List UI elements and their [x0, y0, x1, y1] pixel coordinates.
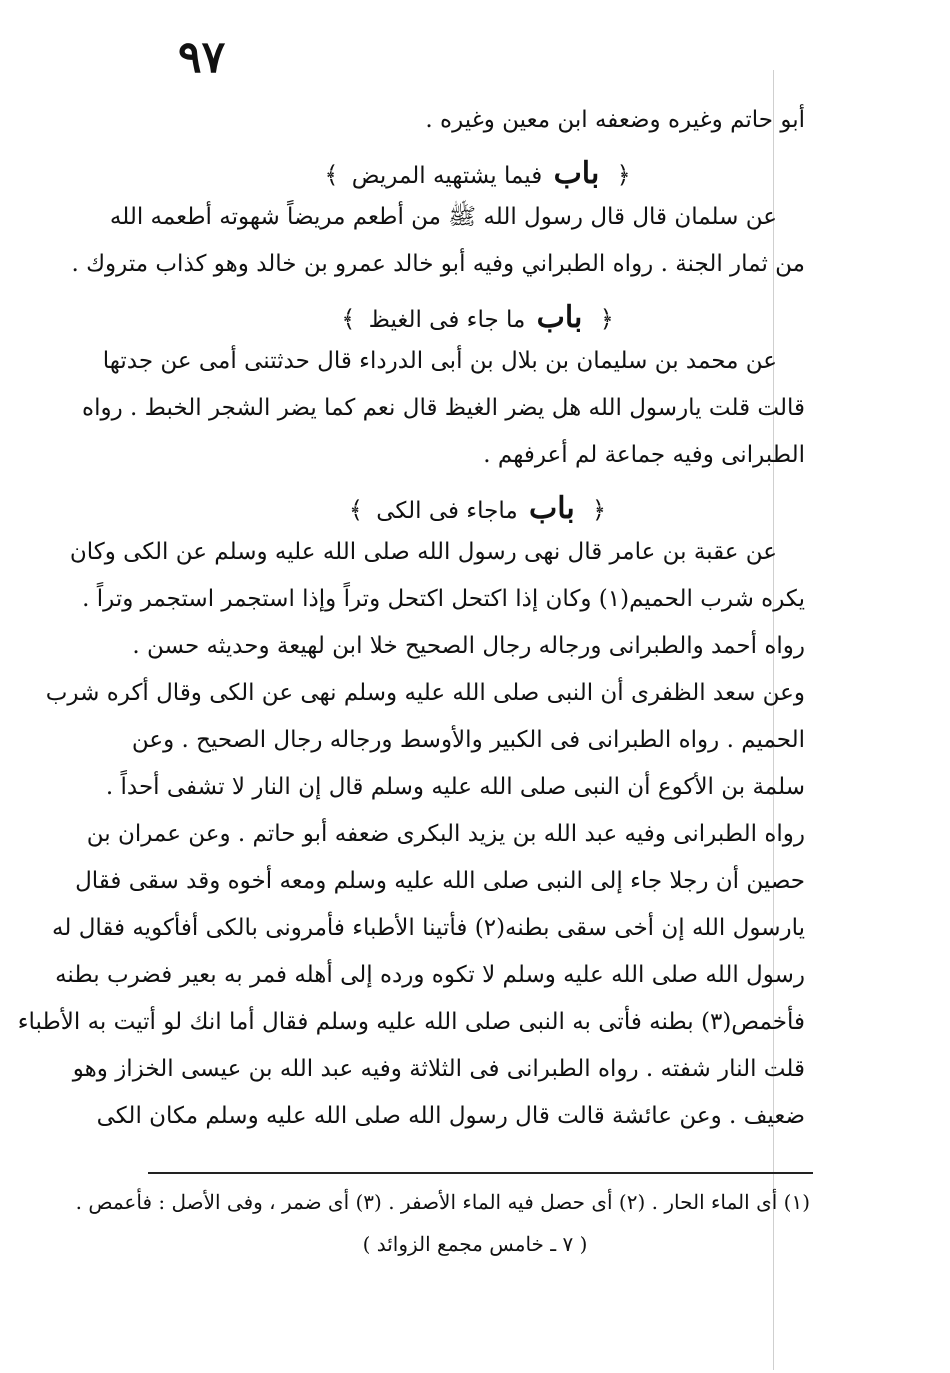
footnote-divider: [148, 1172, 813, 1174]
text-line: رسول الله صلى الله عليه وسلم لا تكوه ورده إلى أهله فمر به بعير فضرب بطنه: [55, 962, 805, 988]
heading-title: ما جاء فى الغيظ: [368, 307, 526, 333]
section-heading-2: [150, 296, 805, 346]
text-line: يارسول الله إن أخى سقى بطنه(٢) فأتينا الأطباء فأمرونى بالكى أفأكويه فقال له: [52, 915, 805, 941]
text-line: عن عقبة بن عامر قال نهى رسول الله صلى الله عليه وسلم عن الكى وكان: [69, 539, 777, 565]
text-line: سلمة بن الأكوع أن النبى صلى الله عليه وسلم قال إن النار لا تشفى أحداً .: [105, 774, 805, 800]
text-line: ضعيف . وعن عائشة قالت قال رسول الله صلى الله عليه وسلم مكان الكى: [96, 1103, 805, 1129]
heading-prefix: باب: [529, 491, 575, 526]
ornament-bracket-close-icon: ﴾: [324, 161, 339, 189]
text-line: من ثمار الجنة . رواه الطبراني وفيه أبو خالد عمرو بن خالد وهو كذاب متروك .: [71, 251, 805, 277]
text-line: قالت قلت يارسول الله هل يضر الغيظ قال نعم كما يضر الشجر الخبط . رواه: [82, 395, 805, 421]
text-line: رواه الطبرانى وفيه عبد الله بن يزيد البكرى ضعفه أبو حاتم . وعن عمران بن: [86, 821, 805, 847]
heading-title: ماجاء فى الكى: [376, 498, 518, 524]
heading-title: فيما يشتهيه المريض: [351, 163, 543, 189]
ornament-bracket-close-icon: ﴾: [348, 496, 363, 524]
text-line: الطبرانى وفيه جماعة لم أعرفهم .: [483, 442, 805, 468]
ornament-bracket-open-icon: ﴿: [599, 305, 614, 333]
text-line: عن محمد بن سليمان بن بلال بن أبى الدرداء قال حدثتنى أمى عن جدتها: [102, 348, 777, 374]
footnote: (١) أى الماء الحار . (٢) أى حصل فيه الماء الأصفر . (٣) أى ضمر ، وفى الأصل : فأعمص .: [75, 1190, 810, 1214]
text-line: رواه أحمد والطبرانى ورجاله رجال الصحيح خلا ابن لهيعة وحديثه حسن .: [132, 633, 805, 659]
text-line: عن سلمان قال قال رسول الله ﷺ من أطعم مريضاً شهوته أطعمه الله: [109, 204, 777, 230]
text-line: حصين أن رجلا جاء إلى النبى صلى الله عليه وسلم ومعه أخوه وقد سقى فقال: [75, 868, 805, 894]
text-line: الحميم . رواه الطبرانى فى الكبير والأوسط ورجاله رجال الصحيح . وعن: [131, 727, 805, 753]
heading-prefix: باب: [553, 156, 600, 191]
heading-prefix: باب: [536, 300, 583, 335]
ornament-bracket-open-icon: ﴿: [592, 496, 607, 524]
text-line: يكره شرب الحميم(١) وكان إذا اكتحل اكتحل وتراً وإذا استجمر استجمر وتراً .: [82, 586, 805, 612]
section-heading-1: [150, 152, 805, 202]
page-number: ٩٧: [178, 32, 226, 83]
main-text: [17, 105, 805, 1148]
section-heading-3: [150, 487, 805, 537]
ornament-bracket-open-icon: ﴿: [616, 161, 631, 189]
printer-signature: ( ٧ ـ خامس مجمع الزوائد ): [362, 1232, 588, 1256]
text-line: فأخمص(٣) بطنه فأتى به النبى صلى الله عليه وسلم فقال أما انك لو أتيت به الأطباء: [17, 1009, 805, 1035]
ornament-bracket-close-icon: ﴾: [341, 305, 356, 333]
intro-line: أبو حاتم وغيره وضعفه ابن معين وغيره .: [425, 107, 805, 133]
text-line: قلت النار شفته . رواه الطبرانى فى الثلاثة وفيه عبد الله بن عيسى الخزاز وهو: [72, 1056, 805, 1082]
text-line: وعن سعد الظفرى أن النبى صلى الله عليه وسلم نهى عن الكى وقال أكره شرب: [45, 680, 805, 706]
